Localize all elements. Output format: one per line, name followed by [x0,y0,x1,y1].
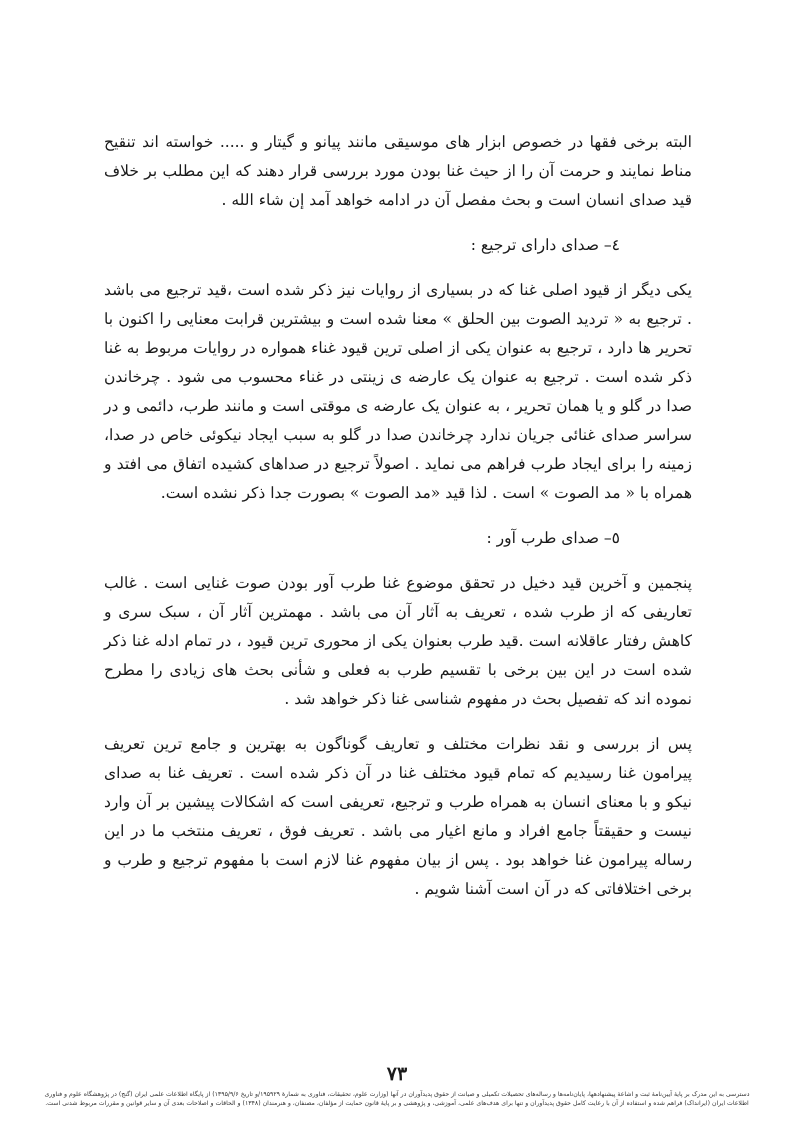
page-number: ٧٣ [386,1063,408,1085]
document-body [104,128,692,920]
paragraph-tarab: پنجمین و آخرین قید دخیل در تحقق موضوع غنا طرب آور بودن صوت غنایی است . غالب تعاریفی که از طرب شده ، تعریف به آثار آن می باشد . مهمترین آثار آن ، سبک سری و کاهش رفتار عاقلانه است .قید طرب بعنوان یکی از محوری ترین قیود ، در تمام ادله غنا ذکر شده است در این بین برخی با تقسیم طرب به فعلی و شأنی بحث های زیادی را مطرح نموده اند که تفصیل بحث در مفهوم شناسی غنا ذکر خواهد شد . [104,574,692,708]
paragraph-musical-instruments: البته برخی فقها در خصوص ابزار های موسیقی مانند پیانو و گیتار و ..... خواسته اند تنقیح مناط نمایند و حرمت آن را از حیث غنا بودن مورد بررسی قرار دهند که این مطلب بر خلاف قید صدای انسان است و بحث مفصل آن در ادامه خواهد آمد إن شاء الله . [104,133,692,209]
paragraph-tarji: یکی دیگر از قیود اصلی غنا که در بسیاری از روایات نیز ذکر شده است ،قید ترجیع می باشد . ترجیع به « ترديد الصوت بين الحلق » معنا شده است و بیشترین قرابت معنایی را اکنون با تحریر ها دارد ، ترجیع به عنوان یکی از اصلی ترین قیود غناء همواره در روایات مربوط به غنا ذکر شده است . ترجیع به عنوان یک عارضه ی زینتی در غناء محسوب می شود . چرخاندن صدا در گلو و یا همان تحریر ، به عنوان یک عارضه ی موقتی است و مانند طرب، دائمی و در سراسر صدای غنائی جریان ندارد چرخاندن صدا در گلو به سبب ایجاد نیکوئی خاص در صدا، زمینه را برای ایجاد طرب فراهم می نماید . اصولاً ترجیع در صداهای کشیده اتفاق می افتد و همراه با « مد الصوت » است . لذا قید «مد الصوت » بصورت جدا ذکر نشده است. [104,281,692,502]
heading-tarab: ٥– صدای طرب آور : [486,529,620,547]
paragraph-conclusion: پس از بررسی و نقد نظرات مختلف و تعاریف گوناگون به بهترین و جامع ترین تعریف پیرامون غنا رسیدیم که تمام قیود مختلف غنا در آن ذکر شده است . تعریف غنا به صدای نیکو و با معنای انسان به همراه طرب و ترجیع، تعریفی است که اشکالات پیشین بر آن وارد نیست و حقیقتاً جامع افراد و مانع اغیار می باشد . تعریف فوق ، تعریف منتخب ما در این رساله پیرامون غنا خواهد بود . پس از بیان مفهوم غنا لازم است با مفهوم ترجیع و طرب و برخی اختلافاتی که در آن است آشنا شویم . [104,735,692,898]
copyright-footer [6,1090,788,1108]
heading-tarji: ٤– صدای دارای ترجیع : [470,236,620,254]
footer-line-1: دسترسی به این مدرک بر پایهٔ آیین‌نامهٔ ثبت و اشاعهٔ پیشنهادهها، پایان‌نامه‌ها و رساله‌های تحصیلات تکمیلی و صیانت از حقوق پدیدآوران در آنها (وزارت علوم، تحقیقات، فناوری به شمارهٔ ۱۹۵۹۲۹/و تاریخ ۱۳۹۵/۹/۶) از پایگاه اطلاعات علمی ایران (گنج) در پژوهشگاه علوم و فناوری [44,1091,750,1098]
footer-line-2: اطلاعات ایران (ایرانداک) فراهم شده و استفاده از آن با رعایت کامل حقوق پدیدآوران و تنها برای هدف‌های علمی، آموزشی، و پژوهشی و بر پایهٔ قانون حمایت از مؤلفان، مصنفان، و هنرمندان (۱۳۴۸) و الحاقات و اصلاحات بعدی آن و سایر قوانین و مقررات مربوط شدنی است. [45,1100,749,1107]
